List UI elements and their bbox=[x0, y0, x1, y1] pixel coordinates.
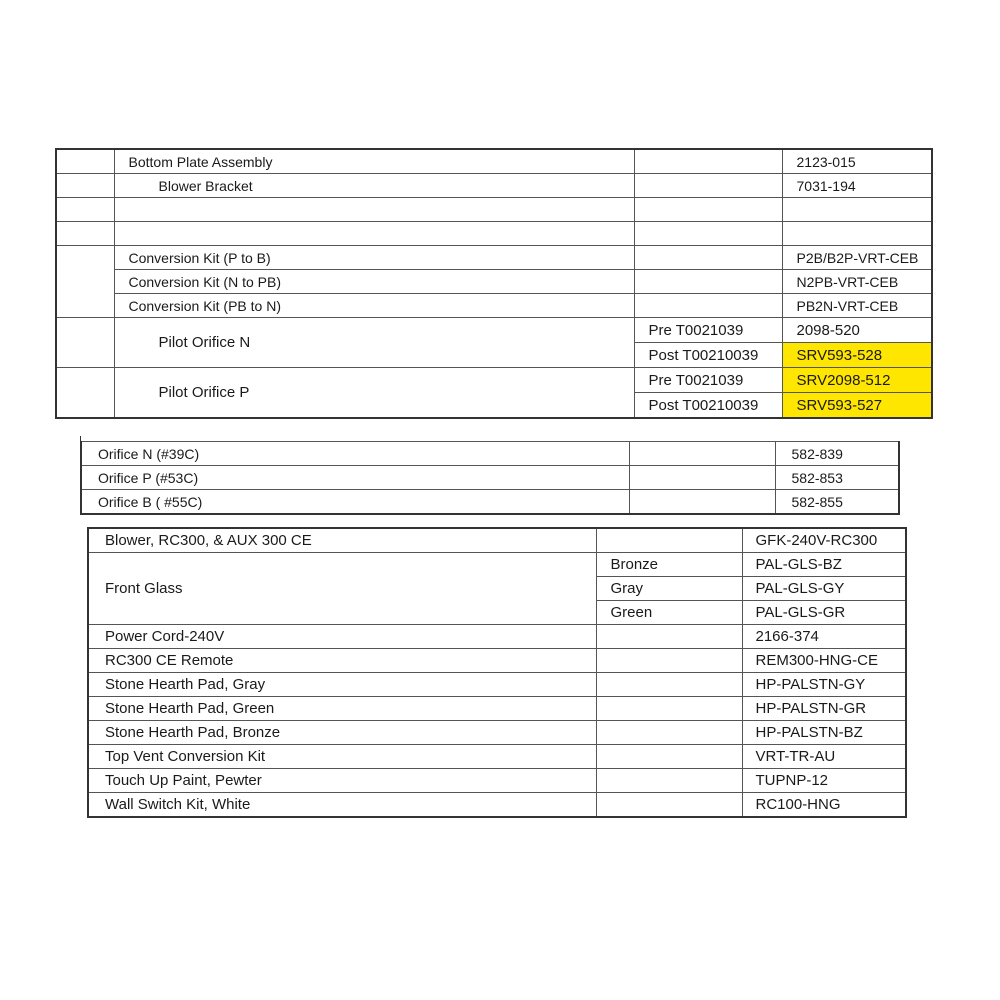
item-description: Stone Hearth Pad, Bronze bbox=[88, 721, 596, 745]
color-option: Green bbox=[596, 601, 742, 625]
item-description: Orifice N (#39C) bbox=[81, 442, 629, 466]
item-description: Blower, RC300, & AUX 300 CE bbox=[88, 528, 596, 553]
table-row bbox=[56, 198, 932, 222]
blank-cell bbox=[634, 174, 782, 198]
blank-cell bbox=[634, 149, 782, 174]
part-number: REM300-HNG-CE bbox=[742, 649, 906, 673]
part-number: RC100-HNG bbox=[742, 793, 906, 818]
item-description: Orifice P (#53C) bbox=[81, 466, 629, 490]
part-number: PAL-GLS-GR bbox=[742, 601, 906, 625]
part-number: P2B/B2P-VRT-CEB bbox=[782, 246, 932, 270]
blank-cell bbox=[596, 673, 742, 697]
serial-range: Pre T0021039 bbox=[634, 368, 782, 393]
part-number: 2123-015 bbox=[782, 149, 932, 174]
serial-range: Post T00210039 bbox=[634, 343, 782, 368]
part-number: GFK-240V-RC300 bbox=[742, 528, 906, 553]
item-description: Conversion Kit (P to B) bbox=[114, 246, 634, 270]
part-number: PAL-GLS-GY bbox=[742, 577, 906, 601]
item-description: Front Glass bbox=[88, 553, 596, 625]
part-number: HP-PALSTN-GR bbox=[742, 697, 906, 721]
blank-cell bbox=[629, 490, 775, 515]
parts-table-upper bbox=[55, 148, 933, 419]
part-number: 582-855 bbox=[775, 490, 899, 515]
part-number: 7031-194 bbox=[782, 174, 932, 198]
table-row bbox=[88, 528, 906, 553]
blank-cell bbox=[596, 697, 742, 721]
item-description: Conversion Kit (PB to N) bbox=[114, 294, 634, 318]
table-row bbox=[88, 625, 906, 649]
blank-cell bbox=[56, 246, 114, 318]
part-number: PAL-GLS-BZ bbox=[742, 553, 906, 577]
part-number: HP-PALSTN-GY bbox=[742, 673, 906, 697]
color-option: Gray bbox=[596, 577, 742, 601]
table-row bbox=[88, 673, 906, 697]
part-number: TUPNP-12 bbox=[742, 769, 906, 793]
part-number: VRT-TR-AU bbox=[742, 745, 906, 769]
blank-cell bbox=[596, 625, 742, 649]
item-description: RC300 CE Remote bbox=[88, 649, 596, 673]
part-number-highlighted: SRV593-527 bbox=[782, 393, 932, 419]
item-description: Orifice B ( #55C) bbox=[81, 490, 629, 515]
blank-cell bbox=[596, 528, 742, 553]
blank-cell bbox=[56, 318, 114, 368]
parts-table-accessories bbox=[87, 527, 907, 818]
blank-cell bbox=[596, 649, 742, 673]
blank-cell bbox=[56, 149, 114, 174]
item-description: Pilot Orifice N bbox=[114, 318, 634, 368]
item-description: Conversion Kit (N to PB) bbox=[114, 270, 634, 294]
table-row bbox=[88, 793, 906, 818]
table-row bbox=[81, 466, 899, 490]
blank-cell bbox=[634, 246, 782, 270]
part-number-highlighted: SRV2098-512 bbox=[782, 368, 932, 393]
table-row bbox=[88, 721, 906, 745]
blank-cell bbox=[56, 368, 114, 419]
table-row bbox=[88, 745, 906, 769]
part-number: 582-839 bbox=[775, 442, 899, 466]
table-row bbox=[56, 270, 932, 294]
blank-cell bbox=[634, 198, 782, 222]
table-row bbox=[56, 368, 932, 393]
blank-cell bbox=[596, 745, 742, 769]
item-description: Bottom Plate Assembly bbox=[114, 149, 634, 174]
blank-cell bbox=[596, 721, 742, 745]
blank-cell bbox=[56, 174, 114, 198]
blank-cell bbox=[596, 793, 742, 818]
part-number: HP-PALSTN-BZ bbox=[742, 721, 906, 745]
table-row bbox=[88, 769, 906, 793]
item-description: Stone Hearth Pad, Green bbox=[88, 697, 596, 721]
table-row bbox=[56, 294, 932, 318]
blank-cell bbox=[56, 198, 114, 222]
item-description bbox=[114, 198, 634, 222]
part-number: 582-853 bbox=[775, 466, 899, 490]
serial-range: Pre T0021039 bbox=[634, 318, 782, 343]
part-number: 2166-374 bbox=[742, 625, 906, 649]
item-description: Stone Hearth Pad, Gray bbox=[88, 673, 596, 697]
blank-cell bbox=[596, 769, 742, 793]
table-row bbox=[81, 442, 899, 466]
table-row bbox=[56, 318, 932, 343]
item-description: Blower Bracket bbox=[114, 174, 634, 198]
part-number: N2PB-VRT-CEB bbox=[782, 270, 932, 294]
item-description: Power Cord-240V bbox=[88, 625, 596, 649]
item-description: Pilot Orifice P bbox=[114, 368, 634, 419]
item-description: Top Vent Conversion Kit bbox=[88, 745, 596, 769]
table-row bbox=[56, 222, 932, 246]
table-row bbox=[88, 649, 906, 673]
table-row bbox=[88, 553, 906, 577]
parts-table-orifices bbox=[80, 441, 900, 515]
table-row bbox=[56, 149, 932, 174]
table-row bbox=[88, 697, 906, 721]
part-number-highlighted: SRV593-528 bbox=[782, 343, 932, 368]
blank-cell bbox=[634, 294, 782, 318]
blank-cell bbox=[56, 222, 114, 246]
part-number: 2098-520 bbox=[782, 318, 932, 343]
blank-cell bbox=[629, 442, 775, 466]
table-row bbox=[56, 174, 932, 198]
blank-cell bbox=[629, 466, 775, 490]
table-row bbox=[56, 246, 932, 270]
item-description: Touch Up Paint, Pewter bbox=[88, 769, 596, 793]
item-description bbox=[114, 222, 634, 246]
part-number bbox=[782, 198, 932, 222]
part-number: PB2N-VRT-CEB bbox=[782, 294, 932, 318]
color-option: Bronze bbox=[596, 553, 742, 577]
serial-range: Post T00210039 bbox=[634, 393, 782, 419]
blank-cell bbox=[634, 270, 782, 294]
item-description: Wall Switch Kit, White bbox=[88, 793, 596, 818]
table-row bbox=[81, 490, 899, 515]
part-number bbox=[782, 222, 932, 246]
blank-cell bbox=[634, 222, 782, 246]
